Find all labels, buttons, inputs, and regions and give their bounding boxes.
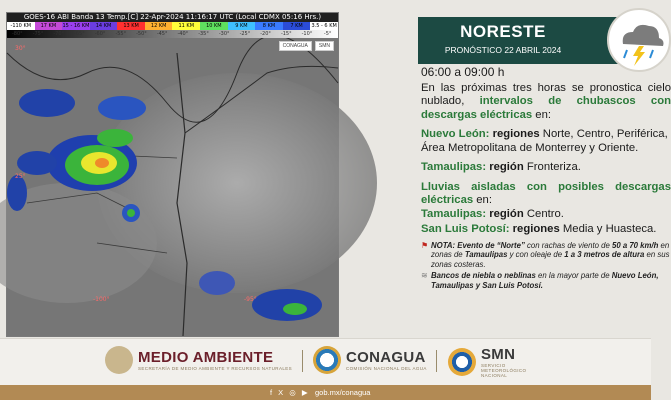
scale-temp: -50° (136, 31, 147, 37)
tam2-state: Tamaulipas: (421, 207, 490, 220)
satellite-image (6, 12, 339, 337)
scale-cell: 10 KM (200, 22, 228, 30)
note-niebla (421, 271, 671, 290)
scale-temp: -40° (177, 31, 189, 37)
tam2-region-label: región (489, 207, 524, 220)
footer-logos (0, 338, 651, 386)
conagua-logo-icon (313, 346, 341, 374)
scale-temp: -75° (32, 31, 44, 37)
social-icons[interactable]: f X ◎ ▶ (270, 388, 310, 397)
logo-smn (448, 346, 541, 378)
bottom-bar (0, 385, 651, 400)
logo2-sub: COMISIÓN NACIONAL DEL AGUA (346, 366, 427, 371)
satellite-logos (279, 41, 334, 51)
scale-temp: -30° (218, 31, 230, 37)
scale-cell: 7 KM (283, 22, 311, 30)
temperature-scale (7, 30, 338, 38)
forecast-lluvias (421, 181, 671, 208)
note1-e: y con oleaje de (507, 250, 565, 259)
slp-state: San Luis Potosí: (421, 223, 513, 235)
forecast-date: PRONÓSTICO 22 ABRIL 2024 (444, 45, 562, 55)
note-norte (421, 241, 671, 270)
fog-icon: ≋ (421, 271, 428, 280)
scale-cell: 17 KM (35, 22, 63, 30)
note1-d: Tamaulipas (464, 250, 508, 259)
scale-temp: -35° (198, 31, 209, 37)
footer-divider-2 (436, 350, 437, 372)
lat-label-30: 30° (15, 45, 26, 52)
satellite-header: GOES-16 ABI Banda 13 Temp.[C] 22-Apr-2024 11:16:17 UTC (Local CDMX 05:16 Hrs.) (7, 13, 338, 22)
scale-cell: 12 KM (145, 22, 173, 30)
storm-cloud-icon (607, 8, 671, 72)
scale-cell: 3.5 - 6 KM (311, 23, 337, 29)
scale-cell: -110 KM (7, 22, 35, 30)
logo3-main: SMN (481, 346, 516, 363)
scale-temp: -55° (115, 31, 127, 37)
note2-c: Nuevo León, Tamaulipas y San Luis Potosí. (431, 271, 659, 290)
tam-state: Tamaulipas: (421, 161, 490, 173)
satellite-color-scale (7, 22, 338, 38)
note1-b: 50 a 70 km/h (611, 240, 659, 250)
nl-state: Nuevo León: (421, 128, 493, 140)
tam2-region: Centro. (523, 207, 564, 220)
scale-cell: 13 KM (117, 22, 145, 30)
forecast-intro (421, 82, 671, 123)
note1-g: en sus zonas costeras. (431, 250, 670, 269)
scale-temp: -5° (323, 31, 332, 37)
note1-a: con rachas de viento de (524, 240, 612, 250)
satellite-logo-conagua: CONAGUA (279, 41, 312, 51)
scale-temp: -10° (301, 31, 313, 37)
scale-cell: 11 KM (172, 22, 200, 30)
lluvias-end: en: (473, 194, 492, 206)
slp-regions: Media y Huasteca. (559, 223, 657, 235)
scale-temp: -65° (74, 31, 85, 37)
website-link[interactable]: gob.mx/conagua (315, 388, 371, 397)
logo-medio-ambiente (105, 346, 292, 374)
satellite-map (7, 13, 338, 336)
forecast-slp (421, 223, 671, 237)
footer-divider (302, 350, 303, 372)
note2-a: Bancos de niebla o neblinas (431, 271, 536, 280)
logo1-sub: SECRETARÍA DE MEDIO AMBIENTE Y RECURSOS NATURALES (138, 366, 293, 371)
scale-cell: 9 KM (228, 22, 256, 30)
scale-temp: -15° (280, 31, 292, 37)
note1-f: 1 a 3 metros de altura (564, 250, 645, 259)
logo3-sub: SERVICIO METEOROLÓGICO NACIONAL (481, 363, 527, 378)
lat-label-25: 25° (15, 173, 26, 180)
scale-temp: -70° (53, 31, 65, 37)
scale-cell: 8 KM (255, 22, 283, 30)
region-title: NORESTE (460, 22, 546, 41)
scale-temp: -80° (12, 31, 23, 37)
intro-text: En las próximas tres horas se pronostica cielo nublado, (421, 81, 671, 107)
lluvias-text: Lluvias aisladas con posibles descargas eléctricas (421, 180, 671, 206)
tam-region-label: región (489, 161, 524, 173)
note2-b: en la mayor parte de (535, 271, 612, 280)
lon-label-95: -95° (244, 296, 257, 303)
scale-temp: -25° (239, 31, 251, 37)
nl-regions: Norte, Centro, Periférica, Área Metropolitana de Monterrey y Oriente. (421, 128, 668, 154)
scale-temp: -45° (156, 31, 168, 37)
lon-label-100: -100° (93, 296, 110, 303)
forecast-tamaulipas (421, 161, 671, 175)
intro-end: en: (532, 108, 552, 121)
mexico-seal-icon (105, 346, 133, 374)
tam-region: Fronteriza. (523, 161, 581, 173)
satellite-logo-smn: SMN (315, 41, 334, 51)
scale-temp: -60° (94, 31, 106, 37)
intro-highlight: intervalos de chubascos con descargas eléctricas (421, 95, 671, 121)
forecast-time: 06:00 a 09:00 h (421, 65, 505, 79)
scale-cell: 14 KM (90, 22, 118, 30)
forecast-tamaulipas-centro (421, 208, 671, 222)
smn-logo-icon (448, 348, 476, 376)
nl-regions-label: regiones (492, 128, 540, 140)
forecast-text (421, 66, 671, 290)
note1-bold: NOTA: Evento de “Norte” (431, 240, 525, 250)
slp-regions-label: regiones (512, 223, 560, 235)
logo-conagua (313, 346, 427, 374)
logo1-main: MEDIO AMBIENTE (138, 349, 274, 366)
forecast-nuevo-leon (421, 128, 671, 155)
scale-cell: 15 - 16 KM (62, 23, 90, 29)
logo2-main: CONAGUA (346, 349, 426, 366)
scale-temp: -20° (260, 31, 271, 37)
flag-icon: ⚑ (421, 240, 428, 250)
note1-c: en zonas de (431, 240, 670, 259)
color-scale-cells (7, 22, 338, 30)
